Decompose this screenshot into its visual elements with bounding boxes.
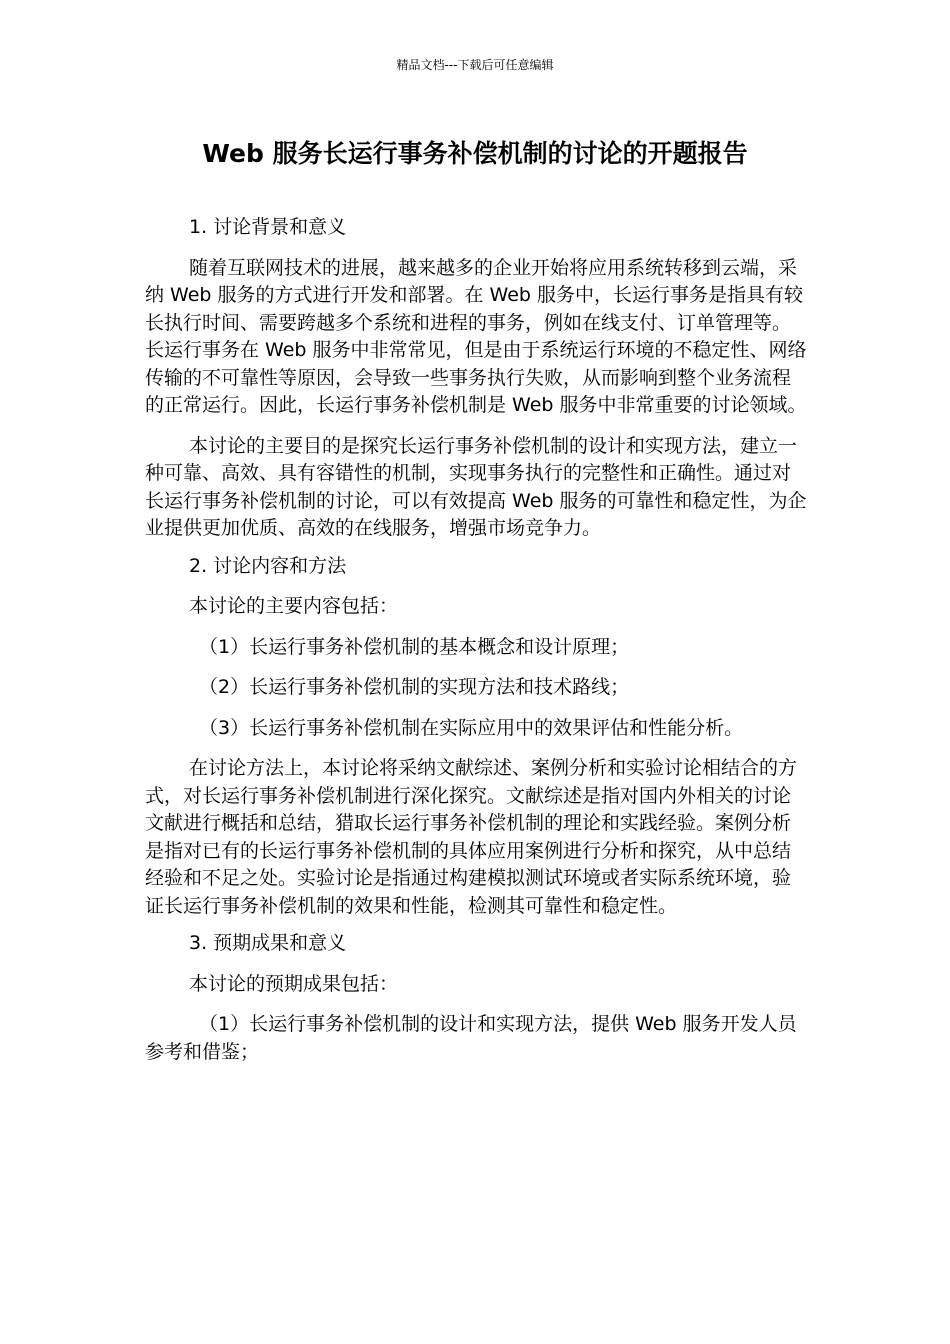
results-intro: 本讨论的预期成果包括： xyxy=(189,972,399,995)
section-heading-background: 1. 讨论背景和意义 xyxy=(189,216,347,238)
list-item: （1）长运行事务补偿机制的设计和实现方法，提供 Web 服务开发人员参考和借鉴； xyxy=(145,1013,797,1063)
section-heading-content-method: 2. 讨论内容和方法 xyxy=(189,554,347,577)
document-title: Web 服务长运行事务补偿机制的讨论的开题报告 xyxy=(202,139,748,168)
page-header: 精品文档---下载后可任意编辑 xyxy=(396,58,554,72)
list-item: （3）长运行事务补偿机制在实际应用中的效果评估和性能分析。 xyxy=(199,716,744,739)
content-intro: 本讨论的主要内容包括： xyxy=(189,595,399,617)
document-body xyxy=(145,214,807,1066)
list-item: （2）长运行事务补偿机制的实现方法和技术路线； xyxy=(199,676,630,698)
paragraph-purpose: 本讨论的主要目的是探究长运行事务补偿机制的设计和实现方法，建立一种可靠、高效、具有容错性的机制，实现事务执行的完整性和正确性。通过对长运行事务补偿机制的讨论，可以有效提高 Web 服务的可靠性和稳定性，为企业提供更加优质、高效的在线服务，增强市场竞争力。 xyxy=(145,434,807,539)
list-item: （1）长运行事务补偿机制的基本概念和设计原理； xyxy=(199,635,630,658)
paragraph-background: 随着互联网技术的进展，越来越多的企业开始将应用系统转移到云端，采纳 Web 服务的方式进行开发和部署。在 Web 服务中，长运行事务是指具有较长执行时间、需要跨越多个系统和进程的事务，例如在线支付、订单管理等。长运行事务在 Web 服务中非常常见，但是由于系统运行环境的不稳定性、网络传输的不可靠性等原因，会导致一些事务执行失败，从而影响到整个业务流程的正常运行。因此，长运行事务补偿机制是 Web 服务中非常重要的讨论领域。 xyxy=(145,256,807,416)
paragraph-method: 在讨论方法上，本讨论将采纳文献综述、案例分析和实验讨论相结合的方式，对长运行事务补偿机制进行深化探究。文献综述是指对国内外相关的讨论文献进行概括和总结，猎取长运行事务补偿机制的理论和实践经验。案例分析是指对已有的长运行事务补偿机制的具体应用案例进行分析和探究，从中总结经验和不足之处。实验讨论是指通过构建模拟测试环境或者实际系统环境，验证长运行事务补偿机制的效果和性能，检测其可靠性和稳定性。 xyxy=(145,757,798,917)
section-heading-expected-results: 3. 预期成果和意义 xyxy=(189,932,347,954)
